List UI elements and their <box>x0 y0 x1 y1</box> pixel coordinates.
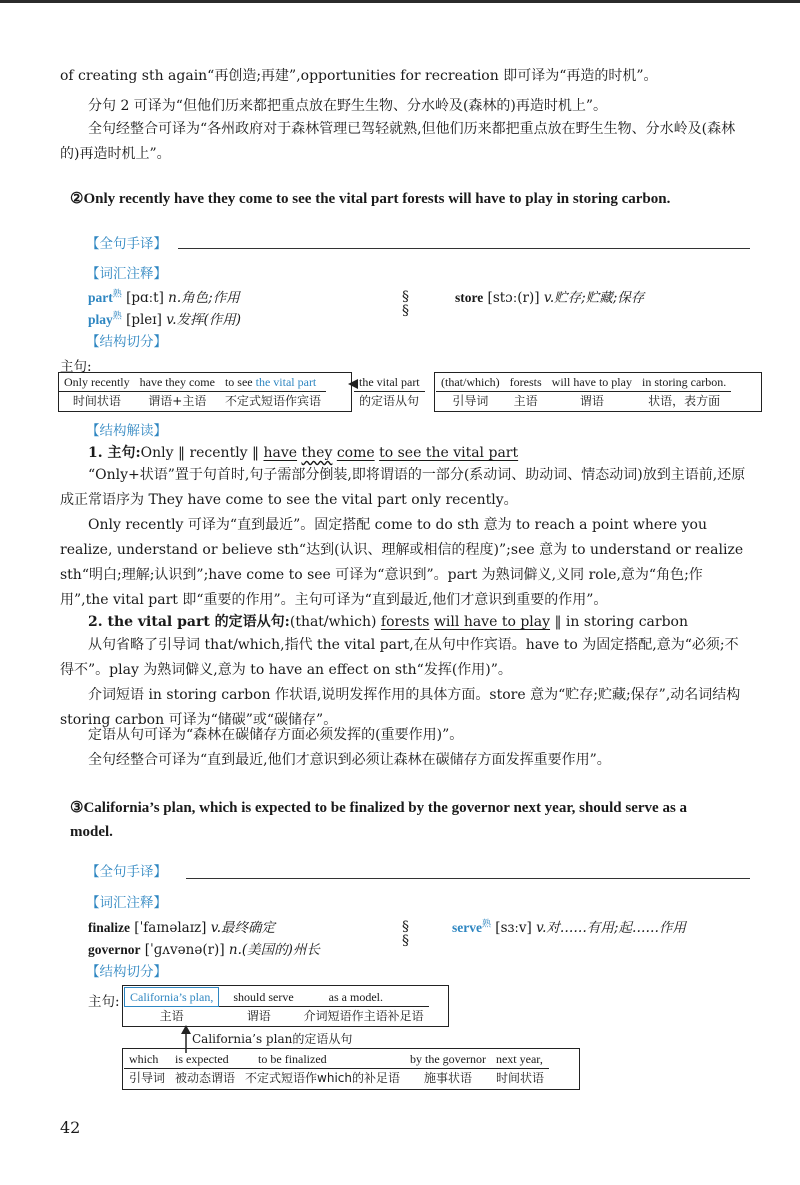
seg-en: which <box>124 1050 170 1069</box>
seg-cn: 时间状语 <box>495 1071 544 1085</box>
s2-e1-p2: Only recently 可译为“直到最近”。固定搭配 come to do sth 意为 to reach a point where you realize, understand or believe sth“达到(认识、理解或相信的程度)”;see 意为 to understand or realize sth“明白;理解;认识到”;have come to see 可译为“意识到”。part 为熟词僻义,义同 role,意为“角色;作用”,the vital part 即“重要的作用”。主句可译为“直到最近,他们才意识到重要的作用”。 <box>60 517 744 608</box>
seg-cn: 主语 <box>513 394 538 408</box>
s3-translate-blank <box>186 878 750 879</box>
seg-cn: 不定式短语作which的补足语 <box>245 1071 400 1085</box>
seg-cn: 谓语 <box>246 1009 271 1023</box>
s2-vocab-divider: § § <box>402 289 409 319</box>
vocab-ipa: [ˈfaɪnəlaɪz] <box>134 920 207 936</box>
seg-en: the vital part <box>354 373 425 392</box>
s2-tag-struct: 【结构切分】 <box>86 334 167 350</box>
s2-tag-explain: 【结构解读】 <box>86 423 167 439</box>
vocab-word: part <box>88 290 113 305</box>
top-rule <box>0 0 800 3</box>
vocab-def: v.对……有用;起……作用 <box>536 920 686 936</box>
seg-cn: 介词短语作主语补足语 <box>303 1009 424 1023</box>
vocab-word: serve <box>452 920 482 935</box>
seg-en: have they come <box>135 373 220 392</box>
s3-vocab-finalize <box>88 916 275 936</box>
intro-line-3: 全句经整合可译为“各州政府对于森林管理已驾轻就熟,但他们历来都把重点放在野生生物、分水岭及(森林的)再造时机上”。 <box>60 121 736 162</box>
seg-en: in storing carbon. <box>637 373 731 392</box>
e1-head: 1. 主句: <box>88 445 141 461</box>
seg-cn: 谓语+主语 <box>148 394 207 408</box>
s3-clause-table <box>124 1050 549 1087</box>
vocab-ipa: [pɑːt] <box>126 290 164 306</box>
s3-tag-translate: 【全句手译】 <box>86 864 167 880</box>
seg-en: to see the vital part <box>220 373 326 392</box>
seg-cn: 状语，表方面 <box>648 394 721 408</box>
seg-en: (that/which) <box>436 373 505 392</box>
s3-heading-2: model. <box>70 824 113 840</box>
vocab-ipa: [stɔː(r)] <box>487 290 540 306</box>
s2-vocab-part <box>88 286 240 306</box>
familiar-mark: 熟 <box>112 311 122 322</box>
page-number: 42 <box>60 1118 81 1137</box>
s2-clause-table <box>436 373 731 410</box>
seg-cn: 引导词 <box>129 1071 166 1085</box>
seg-en: Only recently <box>59 373 135 392</box>
s2-e2-p3: 定语从句可译为“森林在碳储存方面必须发挥的(重要作用)”。 <box>88 727 464 743</box>
s3-tag-vocab: 【词汇注释】 <box>86 895 167 911</box>
s2-translate-blank <box>178 248 750 249</box>
seg-en: will have to play <box>547 373 637 392</box>
seg-en: by the governor <box>405 1050 491 1069</box>
vocab-def: v.最终确定 <box>210 920 276 936</box>
vocab-def: n.(美国的)州长 <box>228 942 320 958</box>
s3-main-table <box>124 987 429 1025</box>
s2-e2-p4: 全句经整合可译为“直到最近,他们才意识到必须让森林在碳储存方面发挥重要作用”。 <box>88 752 611 768</box>
seg-en: to be finalized <box>240 1050 405 1069</box>
seg-cn: 引导词 <box>452 394 489 408</box>
seg-cn: 时间状语 <box>72 394 121 408</box>
s2-vocab-play <box>88 308 241 328</box>
vocab-word: governor <box>88 942 141 957</box>
vocab-word: store <box>455 290 484 305</box>
vocab-def: n.角色;作用 <box>168 290 240 306</box>
s2-e1-p1: “Only+状语”置于句首时,句子需部分倒装,即将谓语的一部分(系动词、助动词、情态动词)放到主语前,还原成正常语序为 They have come to see the vital part only recently。 <box>60 467 746 508</box>
seg-cn: 施事状语 <box>423 1071 472 1085</box>
intro-line-2: 分句 2 可译为“但他们历来都把重点放在野生生物、分水岭及(森林的)再造时机上”。 <box>88 98 608 114</box>
seg-cn: 被动态谓语 <box>175 1071 236 1085</box>
e2-head: 2. the vital part 的定语从句: <box>88 614 290 630</box>
s2-e2-p1: 从句省略了引导词 that/which,指代 the vital part,在从句中作宾语。have to 为固定搭配,意为“必须;不得不”。play 为熟词僻义,意为 to have an effect on sth“发挥(作用)”。 <box>60 637 739 678</box>
s2-e1-line: 1. 主句:Only ‖ recently ‖ have they come to see the vital part <box>88 445 519 461</box>
s3-tag-struct: 【结构切分】 <box>86 964 167 980</box>
s3-connector-label: California’s plan的定语从句 <box>192 1032 353 1046</box>
familiar-mark: 熟 <box>481 919 491 930</box>
s2-e2-p2: 介词短语 in storing carbon 作状语,说明发挥作用的具体方面。store 意为“贮存;贮藏;保存”,动名词结构 storing carbon 可译为“储碳”或“碳储存”。 <box>60 687 741 728</box>
seg-cn: 不定式短语作宾语 <box>224 394 321 408</box>
s3-vocab-governor <box>88 938 320 958</box>
seg-en: is expected <box>170 1050 240 1069</box>
seg-en: next year, <box>491 1050 549 1069</box>
s3-main-label: 主句: <box>88 994 120 1010</box>
s2-tag-translate: 【全句手译】 <box>86 236 167 252</box>
familiar-mark: 熟 <box>112 289 122 300</box>
vocab-ipa: [pleɪ] <box>126 312 162 328</box>
intro-line-1: of creating sth again“再创造;再建”,opportunities for recreation 即可译为“再造的时机”。 <box>60 68 658 84</box>
s2-tag-vocab: 【词汇注释】 <box>86 266 167 282</box>
seg-cn: 谓语 <box>579 394 604 408</box>
seg-cn: 的定语从句 <box>359 394 420 408</box>
vocab-def: v.发挥(作用) <box>166 312 242 328</box>
s2-main-label: 主句: <box>60 359 92 375</box>
s2-vocab-store <box>455 286 644 306</box>
s3-vocab-serve <box>452 916 686 936</box>
seg-en: forests <box>505 373 547 392</box>
s3-heading-1: ③California’s plan, which is expected to be finalized by the governor next year, should serve as a <box>70 800 688 816</box>
s2-main-table <box>59 373 326 410</box>
vocab-ipa: [ˈɡʌvənə(r)] <box>144 942 225 958</box>
s2-heading: ②Only recently have they come to see the vital part forests will have to play in storing carbon. <box>70 191 671 207</box>
s3-vocab-divider: § § <box>402 919 409 949</box>
vocab-word: play <box>88 312 113 327</box>
vocab-def: v.贮存;贮藏;保存 <box>543 290 645 306</box>
seg-en: should serve <box>219 988 299 1007</box>
seg-en: California’s plan, <box>125 988 219 1007</box>
s2-e2-line: 2. the vital part 的定语从句:(that/which) forests will have to play ‖ in storing carbon <box>88 614 689 630</box>
vocab-word: finalize <box>88 920 130 935</box>
seg-cn: 主语 <box>159 1009 184 1023</box>
vocab-ipa: [sɜːv] <box>495 920 532 936</box>
s2-connector-table <box>354 373 425 410</box>
seg-en: as a model. <box>299 988 429 1007</box>
